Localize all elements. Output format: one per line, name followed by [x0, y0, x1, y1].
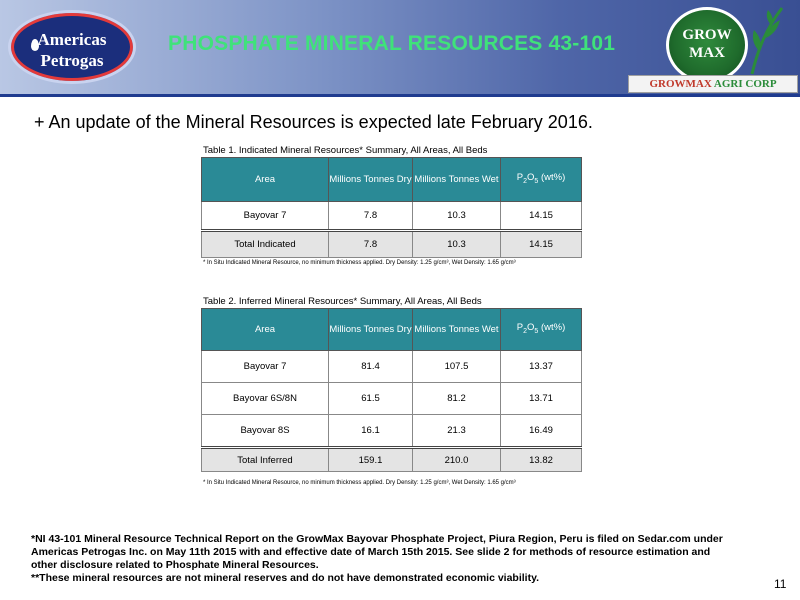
table-total-row: [202, 448, 582, 472]
cell-wet: 210.0: [413, 448, 501, 472]
wheat-leaf-icon: [748, 4, 788, 76]
table-row: [202, 383, 582, 415]
table1-footnote: * In Situ Indicated Mineral Resource, no minimum thickness applied. Dry Density: 1.25 g/cm³, Wet Density: 1.65 g/cm³: [203, 260, 516, 266]
col-p2o5: $P_2O_5$ (wt%): [501, 309, 582, 351]
corp-name-part2: AGRI CORP: [713, 78, 777, 90]
slide-title: PHOSPHATE MINERAL RESOURCES 43-101: [168, 32, 616, 55]
cell-p2o5: 13.71: [501, 383, 582, 415]
cell-wet: 10.3: [413, 202, 501, 231]
page-number: 11: [774, 577, 787, 591]
cell-dry: 7.8: [329, 231, 413, 258]
cell-p2o5: 16.49: [501, 415, 582, 448]
inferred-resources-table: [201, 308, 582, 472]
col-area: Area: [202, 309, 329, 351]
logo-left-line2: Petrogas: [40, 51, 104, 70]
cell-area: Bayovar 8S: [202, 415, 329, 448]
cell-p2o5: 14.15: [501, 231, 582, 258]
table2-caption: Table 2. Inferred Mineral Resources* Summary, All Areas, All Beds: [203, 296, 482, 307]
table2-footnote: * In Situ Indicated Mineral Resource, no minimum thickness applied. Dry Density: 1.25 g/cm³, Wet Density: 1.65 g/cm³: [203, 480, 516, 486]
table-header-row: [202, 158, 582, 202]
col-dry: Millions Tonnes Dry: [329, 158, 413, 202]
growmax-corp-label: [628, 75, 798, 93]
cell-dry: 159.1: [329, 448, 413, 472]
update-bullet: + An update of the Mineral Resources is expected late February 2016.: [34, 112, 593, 132]
table-row: [202, 415, 582, 448]
cell-wet: 107.5: [413, 351, 501, 383]
col-area: Area: [202, 158, 329, 202]
logo-right-line1: GROW: [682, 27, 732, 43]
table-total-row: [202, 231, 582, 258]
col-wet: Millions Tonnes Wet: [413, 309, 501, 351]
logo-left-line1: Americas: [37, 30, 107, 49]
header-divider: [0, 94, 800, 97]
indicated-resources-table: [201, 157, 582, 258]
cell-dry: 16.1: [329, 415, 413, 448]
slide-footnotes: [31, 533, 731, 585]
cell-area: Bayovar 7: [202, 351, 329, 383]
footnote-disclaimer: **These mineral resources are not mineral reserves and do not have demonstrated economic viability.: [31, 572, 540, 584]
cell-p2o5: 13.37: [501, 351, 582, 383]
logo-right-line2: MAX: [689, 45, 725, 61]
col-dry: Millions Tonnes Dry: [329, 309, 413, 351]
table-row: [202, 202, 582, 231]
cell-p2o5: 14.15: [501, 202, 582, 231]
cell-wet: 21.3: [413, 415, 501, 448]
cell-wet: 81.2: [413, 383, 501, 415]
table-header-row: [202, 309, 582, 351]
cell-area: Total Inferred: [202, 448, 329, 472]
cell-wet: 10.3: [413, 231, 501, 258]
table1-caption: Table 1. Indicated Mineral Resources* Summary, All Areas, All Beds: [203, 145, 488, 156]
corp-name-part1: GROWMAX: [649, 78, 714, 90]
americas-petrogas-logo: [8, 10, 136, 84]
cell-p2o5: 13.82: [501, 448, 582, 472]
cell-dry: 81.4: [329, 351, 413, 383]
table-row: [202, 351, 582, 383]
cell-dry: 61.5: [329, 383, 413, 415]
cell-area: Bayovar 7: [202, 202, 329, 231]
cell-area: Total Indicated: [202, 231, 329, 258]
footnote-report: *NI 43-101 Mineral Resource Technical Report on the GrowMax Bayovar Phosphate Project, Piura Region, Peru is filed on Sedar.com under Americas Petrogas Inc. on May 11th 2015 with and effective date of March 15th 2015. See slide 2 for methods of resource estimation and other disclosure related to Phosphate Mineral Resources.: [31, 533, 723, 571]
growmax-logo: [666, 7, 748, 83]
cell-area: Bayovar 6S/8N: [202, 383, 329, 415]
col-p2o5: $P_2O_5$ (wt%): [501, 158, 582, 202]
cell-dry: 7.8: [329, 202, 413, 231]
col-wet: Millions Tonnes Wet: [413, 158, 501, 202]
